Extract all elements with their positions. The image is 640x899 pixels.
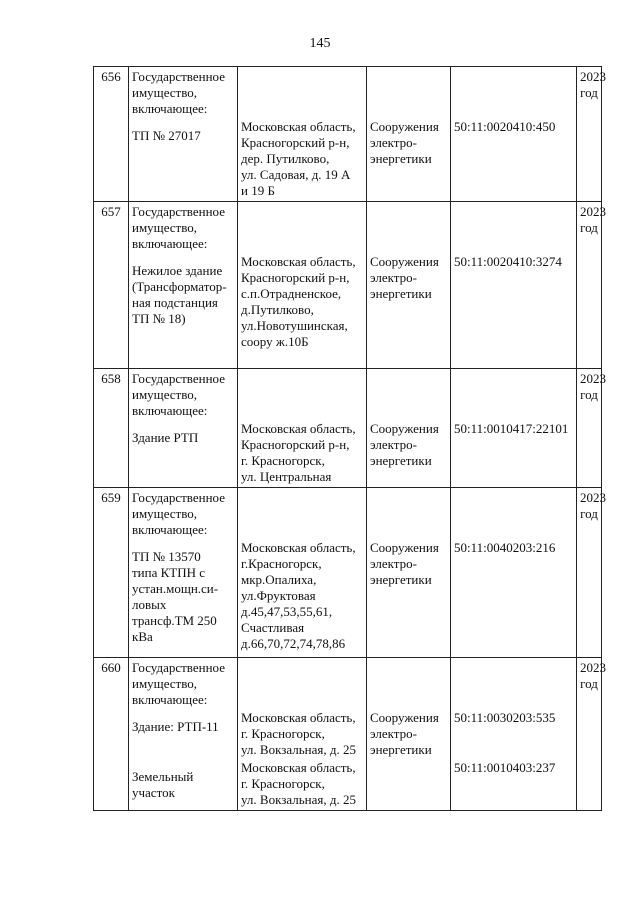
object-address: Московская область, Красногорский р-н, дер. Путилково, ул. Садовая, д. 19 А и 19 Б (241, 119, 356, 198)
object-header: Государственное имущество, включающее: (132, 371, 225, 418)
object-header: Государственное имущество, включающее: (132, 204, 225, 251)
year-cell: 2023 год (577, 67, 602, 202)
cadastre-cell (451, 202, 577, 369)
object-name: Земельный участок (132, 769, 194, 800)
row-number: 658 (94, 369, 129, 488)
object-header: Государственное имущество, включающее: (132, 660, 225, 707)
object-type: Сооружения электро- энергетики (370, 421, 439, 468)
object-header: Государственное имущество, включающее: (132, 69, 225, 116)
table-row (94, 202, 602, 369)
object-type: Сооружения электро- энергетики (370, 710, 439, 757)
row-number: 656 (94, 67, 129, 202)
cadastral-number: 50:11:0040203:216 (454, 540, 556, 555)
row-number: 657 (94, 202, 129, 369)
table-row (94, 488, 602, 658)
object-address: Московская область, г. Красногорск, ул. Вокзальная, д. 25 (241, 710, 356, 757)
cadastre-cell (451, 658, 577, 811)
address-cell (238, 369, 367, 488)
cadastral-number: 50:11:0010403:237 (454, 760, 556, 775)
address-cell (238, 67, 367, 202)
object-name-cell (129, 67, 238, 202)
cadastre-cell (451, 488, 577, 658)
cadastral-number: 50:11:0010417:22101 (454, 421, 569, 436)
object-address: Московская область, Красногорский р-н, г. Красногорск, ул. Центральная (241, 421, 356, 484)
object-name: ТП № 13570 типа КТПН с устан.мощн.си- ловых трансф.ТМ 250 кВа (132, 549, 219, 644)
object-type: Сооружения электро- энергетики (370, 254, 439, 301)
address-cell (238, 488, 367, 658)
cadastral-number: 50:11:0030203:535 (454, 710, 556, 725)
object-name: Здание РТП (132, 430, 199, 445)
object-name-cell (129, 202, 238, 369)
object-type: Сооружения электро- энергетики (370, 119, 439, 166)
address-cell (238, 658, 367, 811)
object-name-cell (129, 658, 238, 811)
object-header: Государственное имущество, включающее: (132, 490, 225, 537)
object-type: Сооружения электро- энергетики (370, 540, 439, 587)
object-address: Московская область, г. Красногорск, ул. Вокзальная, д. 25 (241, 760, 356, 807)
row-number: 660 (94, 658, 129, 811)
address-cell (238, 202, 367, 369)
object-name: Здание: РТП-11 (132, 719, 219, 734)
cadastral-number: 50:11:0020410:3274 (454, 254, 562, 269)
type-cell (367, 369, 451, 488)
object-name: Нежилое здание (Трансформатор- ная подстанция ТП № 18) (132, 263, 227, 326)
object-address: Московская область, Красногорский р-н, с.п.Отрадненское, д.Путилково, ул.Новотушинская, соору ж.10Б (241, 254, 356, 349)
year-cell: 2023 год (577, 488, 602, 658)
table-row (94, 658, 602, 811)
table-row (94, 369, 602, 488)
table-row (94, 67, 602, 202)
property-table (93, 66, 606, 811)
cadastre-cell (451, 369, 577, 488)
object-name: ТП № 27017 (132, 128, 201, 143)
row-number: 659 (94, 488, 129, 658)
type-cell (367, 202, 451, 369)
object-name-cell (129, 369, 238, 488)
year-cell: 2023 год (577, 202, 602, 369)
year-cell: 2023 год (577, 369, 602, 488)
object-address: Московская область, г.Красногорск, мкр.Опалиха, ул.Фруктовая д.45,47,53,55,61, Счастливая д.66,70,72,74,78,86 (241, 540, 356, 651)
type-cell (367, 67, 451, 202)
type-cell (367, 488, 451, 658)
cadastre-cell (451, 67, 577, 202)
type-cell (367, 658, 451, 811)
page-number: 145 (309, 36, 331, 51)
year-cell: 2023 год (577, 658, 602, 811)
cadastral-number: 50:11:0020410:450 (454, 119, 556, 134)
object-name-cell (129, 488, 238, 658)
